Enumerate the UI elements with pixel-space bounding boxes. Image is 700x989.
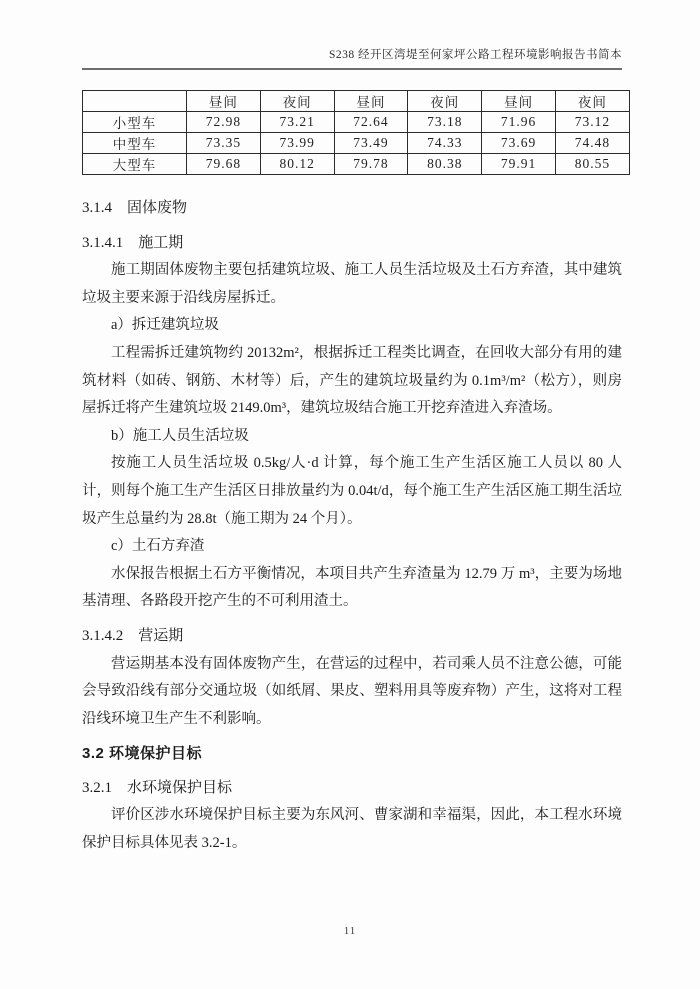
- column-header-daytime: 昼间: [334, 91, 408, 112]
- column-header-daytime: 昼间: [482, 91, 556, 112]
- heading-water-targets: 3.2.1 水环境保护目标: [82, 779, 233, 796]
- table-cell: 73.69: [482, 133, 556, 154]
- paragraph-construction-waste-intro: 施工期固体废物主要包括建筑垃圾、施工人员生活垃圾及土石方弃渣，其中建筑垃圾主要来源于沿线房屋拆迁。: [82, 262, 622, 306]
- paragraph-operation-period: 营运期基本没有固体废物产生，在营运的过程中，若司乘人员不注意公德，可能会导致沿线有部分交通垃圾（如纸屑、果皮、塑料用具等废弃物）产生，这将对工程沿线环境卫生产生不利影响。: [82, 655, 622, 727]
- table-corner-cell: [83, 91, 187, 112]
- table-cell: 72.98: [187, 112, 261, 133]
- paragraph-water-targets: 评价区涉水环境保护目标主要为东风河、曹家湖和幸福渠，因此，本工程水环境保护目标具体见表 3.2-1。: [82, 807, 622, 852]
- heading-environmental-targets: 3.2 环境保护目标: [82, 745, 203, 763]
- table-cell: 74.33: [408, 133, 482, 154]
- item-heading-demolition-waste: a）拆迁建筑垃圾: [111, 317, 219, 334]
- table-header-row: [83, 91, 630, 112]
- table-cell: 73.18: [408, 112, 482, 133]
- paragraph-worker-domestic-waste: 按施工人员生活垃圾 0.5kg/人·d 计算，每个施工生产生活区施工人员以 80 人计，则每个施工生产生活区日排放量约为 0.04t/d，每个施工生产生活区施工期生活垃圾产生总量约为 28.8t（施工期为 24 个月）。: [82, 455, 622, 527]
- table-cell: 73.49: [334, 133, 408, 154]
- table-row-large-vehicle: [83, 154, 630, 175]
- row-label: 小型车: [83, 112, 187, 133]
- column-header-daytime: 昼间: [187, 91, 261, 112]
- report-title: S238 经开区湾堤至何家坪公路工程环境影响报告书简本: [328, 49, 622, 61]
- table-cell: 80.38: [408, 154, 482, 175]
- paragraph-demolition-waste: 工程需拆迁建筑物约 20132m²，根据拆迁工程类比调查，在回收大部分有用的建筑材料（如砖、钢筋、木材等）后，产生的建筑垃圾量约为 0.1m³/m²（松方），则房屋拆迁将产生建筑垃圾 2149.0m³，建筑垃圾结合施工开挖弃渣进入弃渣场。: [82, 344, 622, 417]
- column-header-nighttime: 夜间: [260, 91, 334, 112]
- table-cell: 79.68: [187, 154, 261, 175]
- table-row-small-vehicle: [83, 112, 630, 133]
- table-cell: 79.78: [334, 154, 408, 175]
- running-header: [82, 48, 622, 70]
- column-header-nighttime: 夜间: [408, 91, 482, 112]
- page-footer: [0, 925, 700, 937]
- table-cell: 73.99: [260, 133, 334, 154]
- table-cell: 72.64: [334, 112, 408, 133]
- item-heading-worker-domestic-waste: b）施工人员生活垃圾: [111, 427, 249, 444]
- table-cell: 80.55: [555, 154, 629, 175]
- table-cell: 71.96: [482, 112, 556, 133]
- vehicle-noise-table: [82, 90, 630, 175]
- table-cell: 74.48: [555, 133, 629, 154]
- heading-operation-period: 3.1.4.2 营运期: [82, 627, 184, 644]
- table-cell: 80.12: [260, 154, 334, 175]
- table-cell: 79.91: [482, 154, 556, 175]
- item-heading-spoil: c）土石方弃渣: [111, 538, 205, 555]
- row-label: 中型车: [83, 133, 187, 154]
- table-cell: 73.35: [187, 133, 261, 154]
- heading-solid-waste: 3.1.4 固体废物: [82, 200, 188, 216]
- paragraph-spoil: 水保报告根据土石方平衡情况，本项目共产生弃渣量为 12.79 万 m³，主要为场地基清理、各路段开挖产生的不可利用渣土。: [82, 565, 622, 610]
- table-cell: 73.21: [260, 112, 334, 133]
- row-label: 大型车: [83, 154, 187, 175]
- table-cell: 73.12: [555, 112, 629, 133]
- column-header-nighttime: 夜间: [555, 91, 629, 112]
- page-number: 11: [343, 925, 357, 937]
- document-body: [82, 195, 622, 858]
- table-row-medium-vehicle: [83, 133, 630, 154]
- heading-construction-period: 3.1.4.1 施工期: [82, 234, 184, 251]
